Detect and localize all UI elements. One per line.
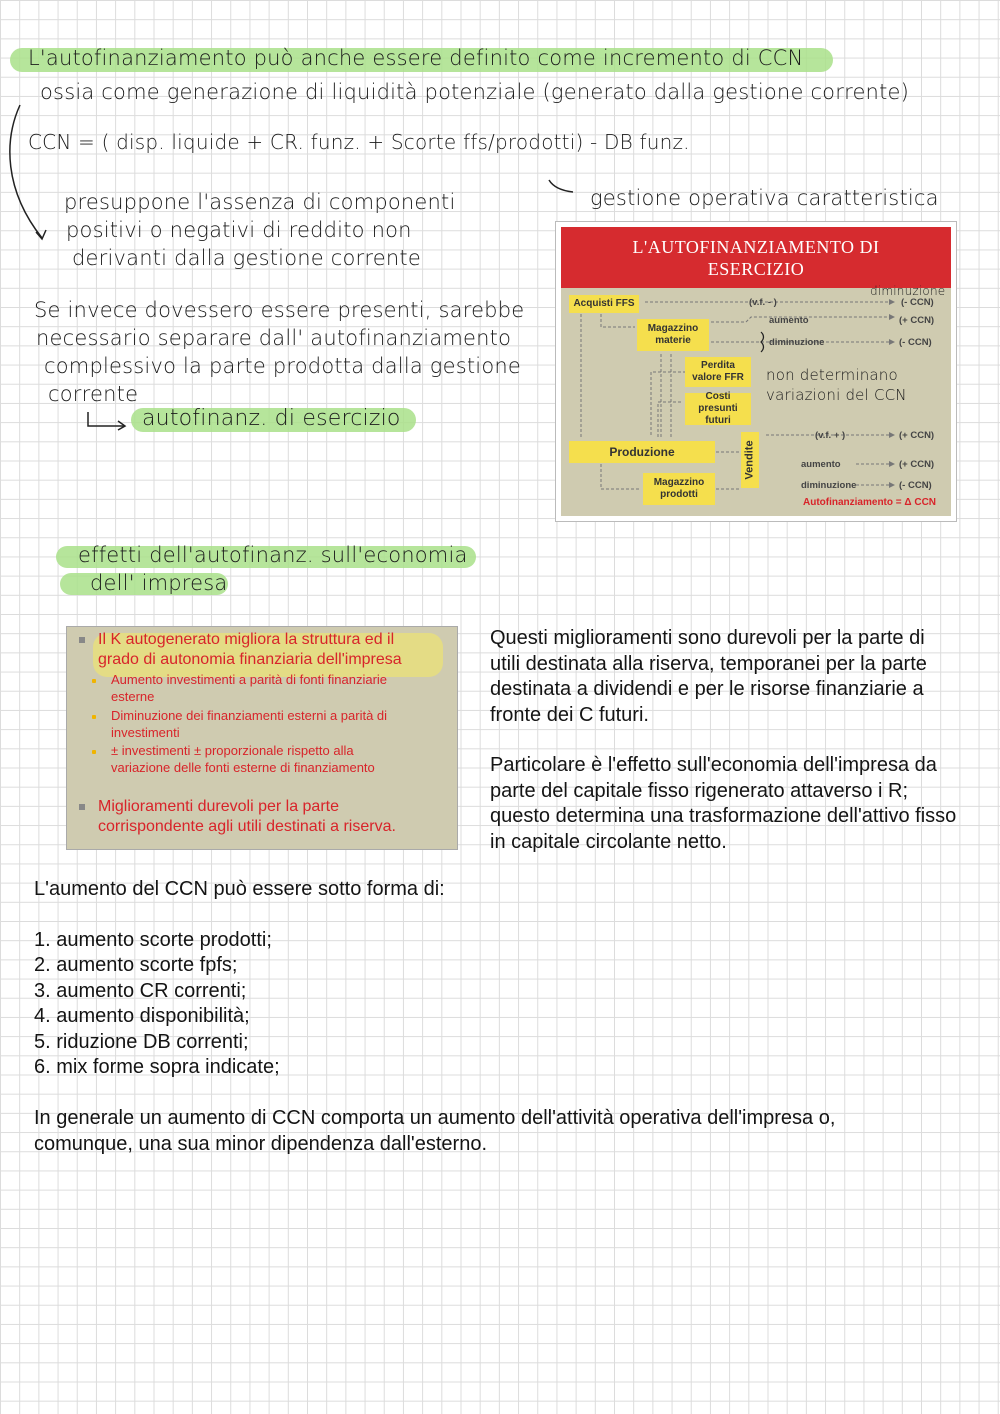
list-item: 2. aumento scorte fpfs;	[34, 954, 238, 976]
bullet-dot-icon	[92, 750, 96, 754]
diagram-title-line1: L'AUTOFINANZIAMENTO DI	[632, 237, 880, 257]
list-item: 1. aumento scorte prodotti;	[34, 929, 272, 951]
diagram-title-line2: ESERCIZIO	[707, 259, 805, 279]
label-ccn-plus-3: (+ CCN)	[899, 459, 935, 470]
slide-s3-line2: variazione delle fonti esterne di finanziamento	[111, 760, 375, 775]
note-presuppone-1: presuppone l'assenza di componenti	[64, 190, 456, 214]
note-se-invece-3: complessivo la parte prodotta dalla gestione	[44, 354, 522, 378]
slide-b2-line1: Miglioramenti durevoli per la parte	[98, 798, 339, 815]
note-se-invece-2: necessario separare dall' autofinanziamento	[36, 326, 512, 350]
paragraph-miglioramenti: Questi miglioramenti sono durevoli per la parte di utili destinata alla riserva, temporanei per la parte destinata a dividendi e per le risorse finanziarie a fronte dei C futuri.	[490, 627, 927, 726]
slide-s2-line1: Diminuzione dei finanziamenti esterni a parità di	[111, 708, 388, 723]
list-item: 3. aumento CR correnti;	[34, 980, 247, 1002]
label-diminuzione-2: diminuzione	[801, 480, 857, 491]
label-ccn-minus-1: (- CCN)	[901, 297, 934, 308]
paragraph-capitale-fisso: Particolare è l'effetto sull'economia dell'impresa da parte del capitale fisso rigenerato attaverso i R; questo determina una trasformazione dell'attivo fisso in capitale circolante netto.	[490, 754, 957, 853]
box-magazzino-prodotti: Magazzino prodotti	[643, 473, 715, 505]
note-presuppone-3: derivanti dalla gestione corrente	[72, 246, 421, 270]
box-magazzino-materie: Magazzino materie	[637, 319, 709, 351]
list-item: 4. aumento disponibilità;	[34, 1005, 250, 1027]
note-line2: ossia come generazione di liquidità potenziale (generato dalla gestione corrente)	[40, 80, 910, 104]
slide-s1-line2: esterne	[111, 689, 155, 704]
note-effetti-1: effetti dell'autofinanz. sull'economia	[78, 543, 468, 567]
bullet-square-icon	[79, 804, 85, 810]
bullet-dot-icon	[92, 715, 96, 719]
box-produzione: Produzione	[569, 441, 715, 463]
bullet-dot-icon	[92, 679, 96, 683]
label-autofin-formula: Autofinanziamento = Δ CCN	[803, 497, 937, 508]
box-costi-presunti: Costi presunti futuri	[685, 393, 751, 425]
label-ccn-plus-2: (+ CCN)	[899, 430, 935, 441]
slide-b1-line2: grado di autonomia finanziaria dell'impresa	[98, 651, 402, 668]
label-diminuzione-1: diminuzione	[769, 337, 825, 348]
slide-s3-line1: ± investimenti ± proporzionale rispetto alla	[111, 743, 354, 758]
box-perdita-valore: Perdita valore FFR	[685, 357, 751, 387]
note-autofin-esercizio: autofinanz. di esercizio	[142, 406, 401, 431]
list-item: 6. mix forme sopra indicate;	[34, 1056, 280, 1078]
slide-s1-line1: Aumento investimenti a parità di fonti finanziarie	[111, 672, 388, 687]
note-non-determinano-1: non determinano	[766, 366, 898, 384]
note-non-determinano-2: variazioni del CCN	[766, 386, 907, 404]
box-vendite-label: Vendite	[744, 440, 756, 480]
note-se-invece-4: corrente	[48, 382, 139, 406]
slide-s2-line2: investimenti	[111, 725, 180, 740]
note-se-invece-1: Se invece dovessero essere presenti, sarebbe	[34, 298, 525, 322]
label-aumento-2: aumento	[801, 459, 841, 470]
box-vendite	[741, 432, 759, 488]
note-diminuzione: diminuzione	[870, 284, 946, 298]
note-line1: L'autofinanziamento può anche essere definito come incremento di CCN	[28, 46, 804, 70]
label-ccn-minus-2: (- CCN)	[899, 337, 932, 348]
bracket-arrow-icon	[2, 100, 62, 250]
effetti-slide	[66, 626, 458, 850]
label-vf-minus: (v.f. - )	[749, 297, 777, 308]
tick-mark-icon	[545, 176, 585, 196]
arrow-right-icon	[84, 410, 134, 432]
label-vf-plus: (v.f. + )	[815, 430, 846, 441]
slide-b1-line1: Il K autogenerato migliora la struttura ed il	[98, 631, 395, 648]
note-presuppone-2: positivi o negativi di reddito non	[66, 218, 412, 242]
bullet-square-icon	[79, 637, 85, 643]
note-gestione: gestione operativa caratteristica	[590, 186, 939, 210]
label-aumento-1: aumento	[769, 315, 809, 326]
autofinanziamento-diagram	[555, 221, 957, 522]
slide-b2-line2: corrispondente agli utili destinati a riserva.	[98, 818, 396, 835]
note-formula: CCN = ( disp. liquide + CR. funz. + Scorte ffs/prodotti) - DB funz.	[28, 130, 690, 154]
box-acquisti-ffs: Acquisti FFS	[569, 295, 639, 313]
label-ccn-plus-1: (+ CCN)	[899, 315, 935, 326]
list-intro: L'aumento del CCN può essere sotto forma di:	[34, 878, 445, 900]
note-effetti-2: dell' impresa	[90, 571, 228, 595]
label-ccn-minus-3: (- CCN)	[899, 480, 932, 491]
paragraph-conclusion: In generale un aumento di CCN comporta un aumento dell'attività operativa dell'impresa o, comunque, una sua minor dipendenza dall'esterno.	[34, 1107, 836, 1155]
list-item: 5. riduzione DB correnti;	[34, 1031, 249, 1053]
